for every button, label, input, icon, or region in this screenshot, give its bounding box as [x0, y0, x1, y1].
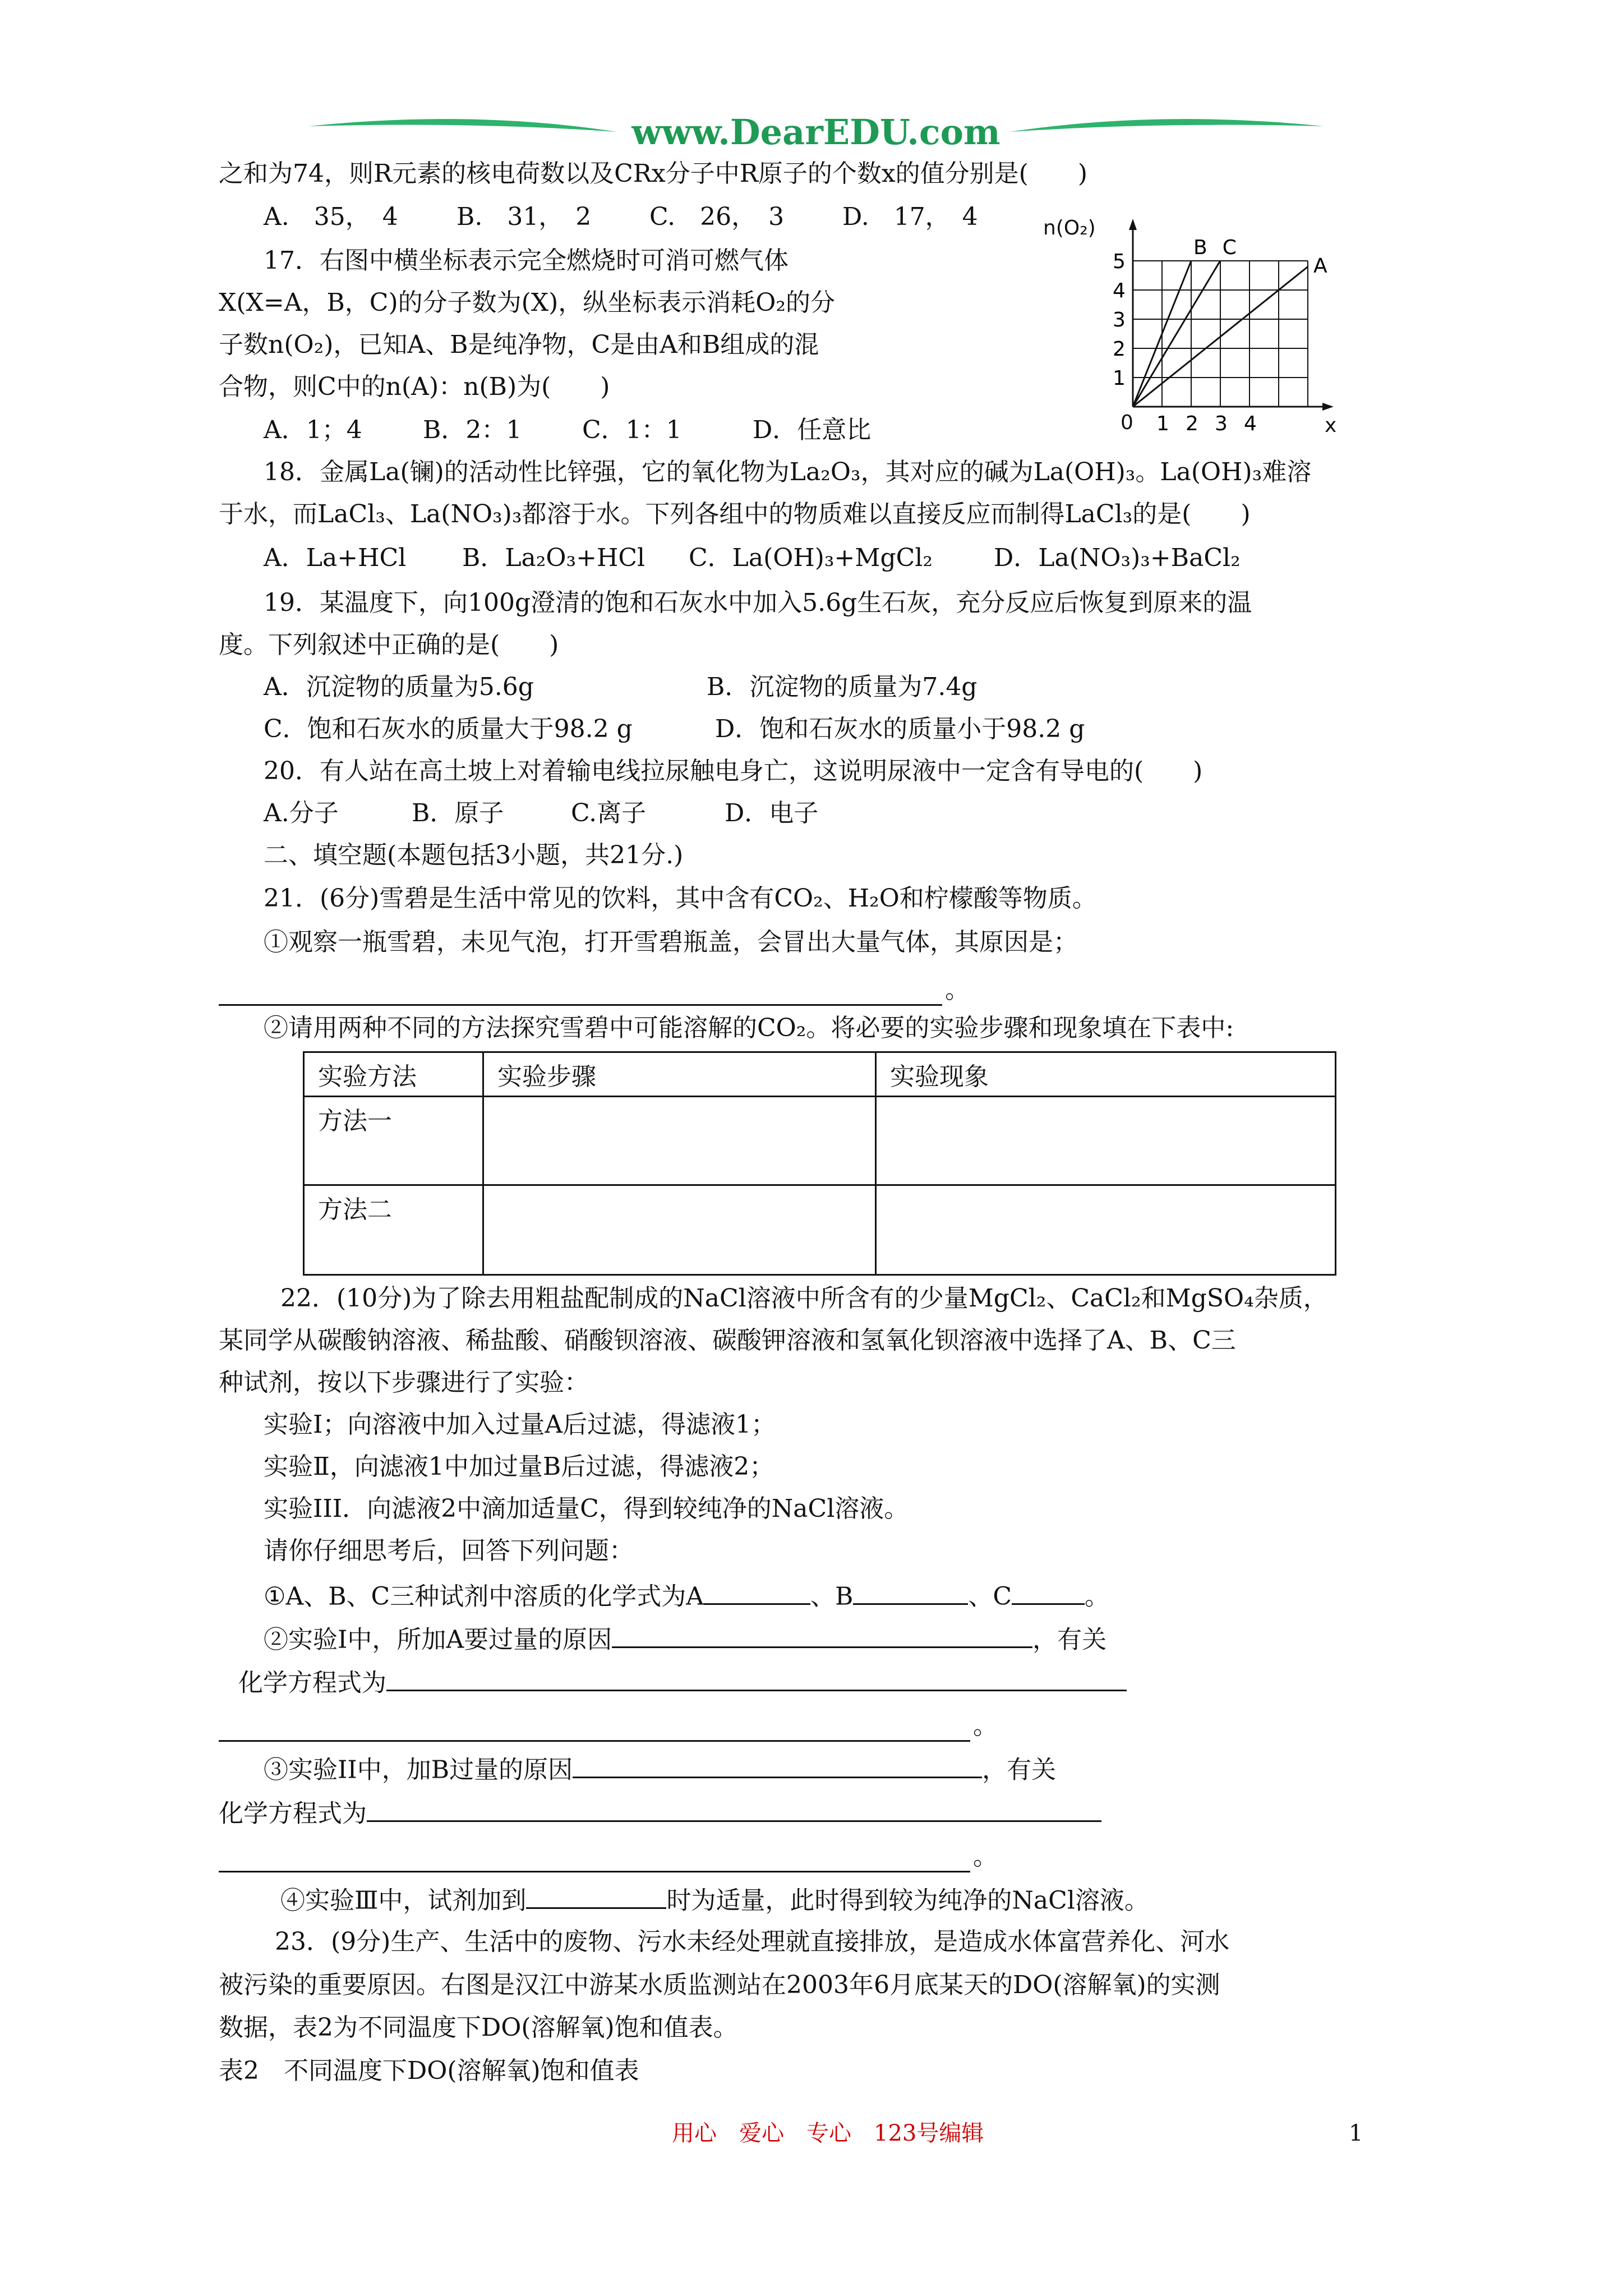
q20-option-b: B．原子	[412, 799, 504, 827]
y-tick-label: 5	[1113, 250, 1126, 273]
q17-option-b: B．2：1	[423, 416, 522, 444]
q17-line1: 17．右图中横坐标表示完全燃烧时可消可燃气体	[264, 246, 789, 275]
q22-sub1-c: 、C	[968, 1582, 1012, 1611]
q20-option-d: D．电子	[725, 799, 819, 827]
y-tick-label: 1	[1113, 367, 1126, 390]
q22-exp1: 实验Ⅰ；向溶液中加入过量A后过滤，得滤液1；	[264, 1410, 776, 1439]
q22-sub3-b: ，有关	[982, 1755, 1057, 1784]
header-banner	[303, 109, 1329, 160]
q16-option-a: A. 35， 4	[264, 203, 398, 231]
q22-exp3: 实验III．向滤液2中滴加适量C，得到较纯净的NaCl溶液。	[264, 1494, 909, 1523]
q17-options	[264, 416, 871, 445]
q20-options	[264, 799, 818, 828]
q21-line2: ①观察一瓶雪碧，未见气泡，打开雪碧瓶盖，会冒出大量气体，其原因是；	[264, 928, 1078, 956]
q22-blank-eq-b1[interactable]	[367, 1798, 1101, 1822]
y-tick-label: 4	[1113, 279, 1126, 302]
q18-options	[264, 544, 1241, 573]
q22-blank-endpoint[interactable]	[526, 1885, 666, 1909]
q16-option-b: B. 31， 2	[457, 203, 592, 231]
table-header-steps: 实验步骤	[483, 1052, 876, 1097]
q16-option-d: D. 17， 4	[842, 203, 978, 231]
q22-sub1-a: ①A、B、C三种试剂中溶质的化学式为A	[264, 1582, 704, 1611]
series-label-B: B	[1193, 236, 1207, 259]
q23-line2: 被污染的重要原因。右图是汉江中游某水质监测站在2003年6月底某天的DO(溶解氧)的实测	[219, 1971, 1220, 1999]
q22-sub2	[264, 1624, 1106, 1654]
x-tick-label: 1	[1156, 412, 1169, 435]
q19-option-a: A．沉淀物的质量为5.6g	[264, 673, 534, 701]
graph-y-arrow	[1129, 219, 1137, 230]
q19-option-c: C．饱和石灰水的质量大于98.2 g	[264, 715, 633, 743]
q17-option-a: A．1；4	[264, 416, 362, 444]
x-tick-label: 4	[1244, 412, 1257, 435]
q23-table-caption: 表2 不同温度下DO(溶解氧)饱和值表	[219, 2056, 639, 2085]
series-label-A: A	[1313, 254, 1327, 278]
q22-sub3-eq	[219, 1798, 1101, 1828]
q18-option-a: A．La+HCl	[264, 544, 407, 572]
q17-option-d: D．任意比	[753, 416, 872, 444]
q22-sub2-a: ②实验Ⅰ中，所加A要过量的原因	[264, 1625, 612, 1654]
graph-x-arrow	[1322, 403, 1334, 411]
q21-experiment-table	[303, 1051, 1336, 1276]
page-number: 1	[1349, 2120, 1363, 2146]
q19-line2: 度。下列叙述中正确的是( )	[219, 631, 559, 659]
series-line-C	[1133, 261, 1220, 407]
table-row-method-1: 方法一	[304, 1097, 483, 1185]
table-row-method-2: 方法二	[304, 1185, 483, 1275]
q18-line1: 18．金属La(镧)的活动性比锌强，它的氧化物为La₂O₃，其对应的碱为La(OH)₃。La(OH)₃难溶	[264, 458, 1312, 486]
banner-swoosh-right	[1009, 119, 1324, 132]
q17-graph	[1026, 213, 1340, 438]
section-2-heading: 二、填空题(本题包括3小题，共21分.)	[264, 841, 684, 869]
graph-x-label: x	[1325, 414, 1337, 437]
q20-line1: 20．有人站在高土坡上对着输电线拉尿触电身亡，这说明尿液中一定含有导电的( )	[264, 757, 1203, 785]
q22-sub3-c: 化学方程式为	[219, 1799, 367, 1828]
table-cell-steps-2[interactable]	[483, 1185, 876, 1275]
q22-sub3-dot: 。	[973, 1842, 998, 1871]
table-row	[304, 1185, 1336, 1275]
q22-exp2: 实验Ⅱ，向滤液1中加过量B后过滤，得滤液2；	[264, 1452, 774, 1481]
q16-stem: 之和为74，则R元素的核电荷数以及CRx分子中R原子的个数x的值分别是( )	[219, 159, 1087, 188]
x-tick-label: 3	[1215, 412, 1228, 435]
q22-sub1	[264, 1581, 1109, 1611]
q20-option-c: C.离子	[571, 799, 647, 827]
q20-option-a: A.分子	[264, 799, 339, 827]
y-tick-label: 3	[1113, 309, 1126, 332]
q17-option-c: C．1：1	[582, 416, 682, 444]
y-tick-label: 2	[1113, 338, 1126, 361]
q22-blank-reason-a[interactable]	[612, 1624, 1032, 1648]
q17-line3: 子数n(O₂)，已知A、B是纯净物，C是由A和B组成的混	[219, 330, 819, 359]
q18-option-b: B．La₂O₃+HCl	[462, 544, 645, 572]
q22-sub4-b: 时为适量，此时得到较为纯净的NaCl溶液。	[666, 1886, 1149, 1915]
q23-line3: 数据，表2为不同温度下DO(溶解氧)饱和值表。	[219, 2013, 738, 2042]
q22-sub4-a: ④实验Ⅲ中，试剂加到	[280, 1886, 527, 1915]
graph-origin-label: 0	[1121, 411, 1133, 434]
q17-line2: X(X=A，B，C)的分子数为(X)，纵坐标表示消耗O₂的分	[219, 288, 835, 317]
table-cell-phenomena-2[interactable]	[876, 1185, 1336, 1275]
table-cell-steps-1[interactable]	[483, 1097, 876, 1185]
q22-sub1-d: 。	[1085, 1582, 1110, 1611]
q16-options	[264, 203, 978, 232]
q21-answer-blank[interactable]	[219, 1004, 942, 1006]
q22-sub2-c: 化学方程式为	[238, 1668, 386, 1697]
series-label-C: C	[1222, 236, 1237, 259]
q19-line1: 19．某温度下，向100g澄清的饱和石灰水中加入5.6g生石灰，充分反应后恢复到原来的温	[264, 588, 1252, 617]
q22-blank-c[interactable]	[1012, 1581, 1085, 1605]
q22-line2: 某同学从碳酸钠溶液、稀盐酸、硝酸钡溶液、碳酸钾溶液和氢氧化钡溶液中选择了A、B、C三	[219, 1326, 1236, 1355]
q22-blank-reason-b[interactable]	[573, 1754, 982, 1778]
q22-sub1-b: 、B	[810, 1582, 854, 1611]
q22-sub2-dot: 。	[973, 1711, 998, 1740]
q22-blank-a[interactable]	[704, 1581, 810, 1605]
q18-line2: 于水，而LaCl₃、La(NO₃)₃都溶于水。下列各组中的物质难以直接反应而制得LaCl₃的是( )	[219, 500, 1251, 528]
q21-line1: 21．(6分)雪碧是生活中常见的饮料，其中含有CO₂、H₂O和柠檬酸等物质。	[264, 884, 1097, 913]
q22-sub2-eq	[238, 1667, 1127, 1697]
banner-swoosh-left	[308, 119, 617, 132]
graph-y-label: n(O₂)	[1043, 217, 1096, 240]
x-tick-label: 2	[1186, 412, 1198, 435]
q22-sub4	[280, 1885, 1149, 1915]
table-cell-phenomena-1[interactable]	[876, 1097, 1336, 1185]
q17-line4: 合物，则C中的n(A)：n(B)为( )	[219, 372, 610, 401]
q21-line4: ②请用两种不同的方法探究雪碧中可能溶解的CO₂。将必要的实验步骤和现象填在下表中:	[264, 1014, 1234, 1042]
q22-blank-eq-a2[interactable]	[219, 1740, 970, 1742]
q18-option-d: D．La(NO₃)₃+BaCl₂	[994, 544, 1241, 572]
table-row	[304, 1097, 1336, 1185]
q19-option-b: B．沉淀物的质量为7.4g	[707, 673, 978, 701]
q22-blank-eq-a1[interactable]	[386, 1667, 1127, 1691]
site-name: www.DearEDU.com	[631, 112, 1000, 153]
q19-option-d: D．饱和石灰水的质量小于98.2 g	[715, 715, 1085, 743]
q22-ask: 请你仔细思考后，回答下列问题：	[264, 1536, 634, 1565]
footer-text: 用心 爱心 专心 123号编辑	[672, 2120, 984, 2146]
q22-sub3	[264, 1754, 1056, 1784]
q23-line1: 23．(9分)生产、生活中的废物、污水未经处理就直接排放，是造成水体富营养化、河水	[275, 1927, 1230, 1956]
q22-line1: 22．(10分)为了除去用粗盐配制成的NaCl溶液中所含有的少量MgCl₂、CaCl₂和MgSO₄杂质，	[280, 1284, 1328, 1313]
q22-blank-b[interactable]	[853, 1581, 968, 1605]
q22-line3: 种试剂，按以下步骤进行了实验：	[219, 1368, 589, 1397]
q22-blank-eq-b2[interactable]	[219, 1871, 970, 1872]
q16-option-c: C. 26， 3	[649, 203, 785, 231]
q18-option-c: C．La(OH)₃+MgCl₂	[689, 544, 933, 572]
table-header-phenomena: 实验现象	[876, 1052, 1336, 1097]
q21-line3-end: 。	[945, 976, 970, 1004]
q22-sub2-b: ，有关	[1032, 1625, 1107, 1654]
table-header-method: 实验方法	[304, 1052, 483, 1097]
q22-sub3-a: ③实验II中，加B过量的原因	[264, 1755, 573, 1784]
